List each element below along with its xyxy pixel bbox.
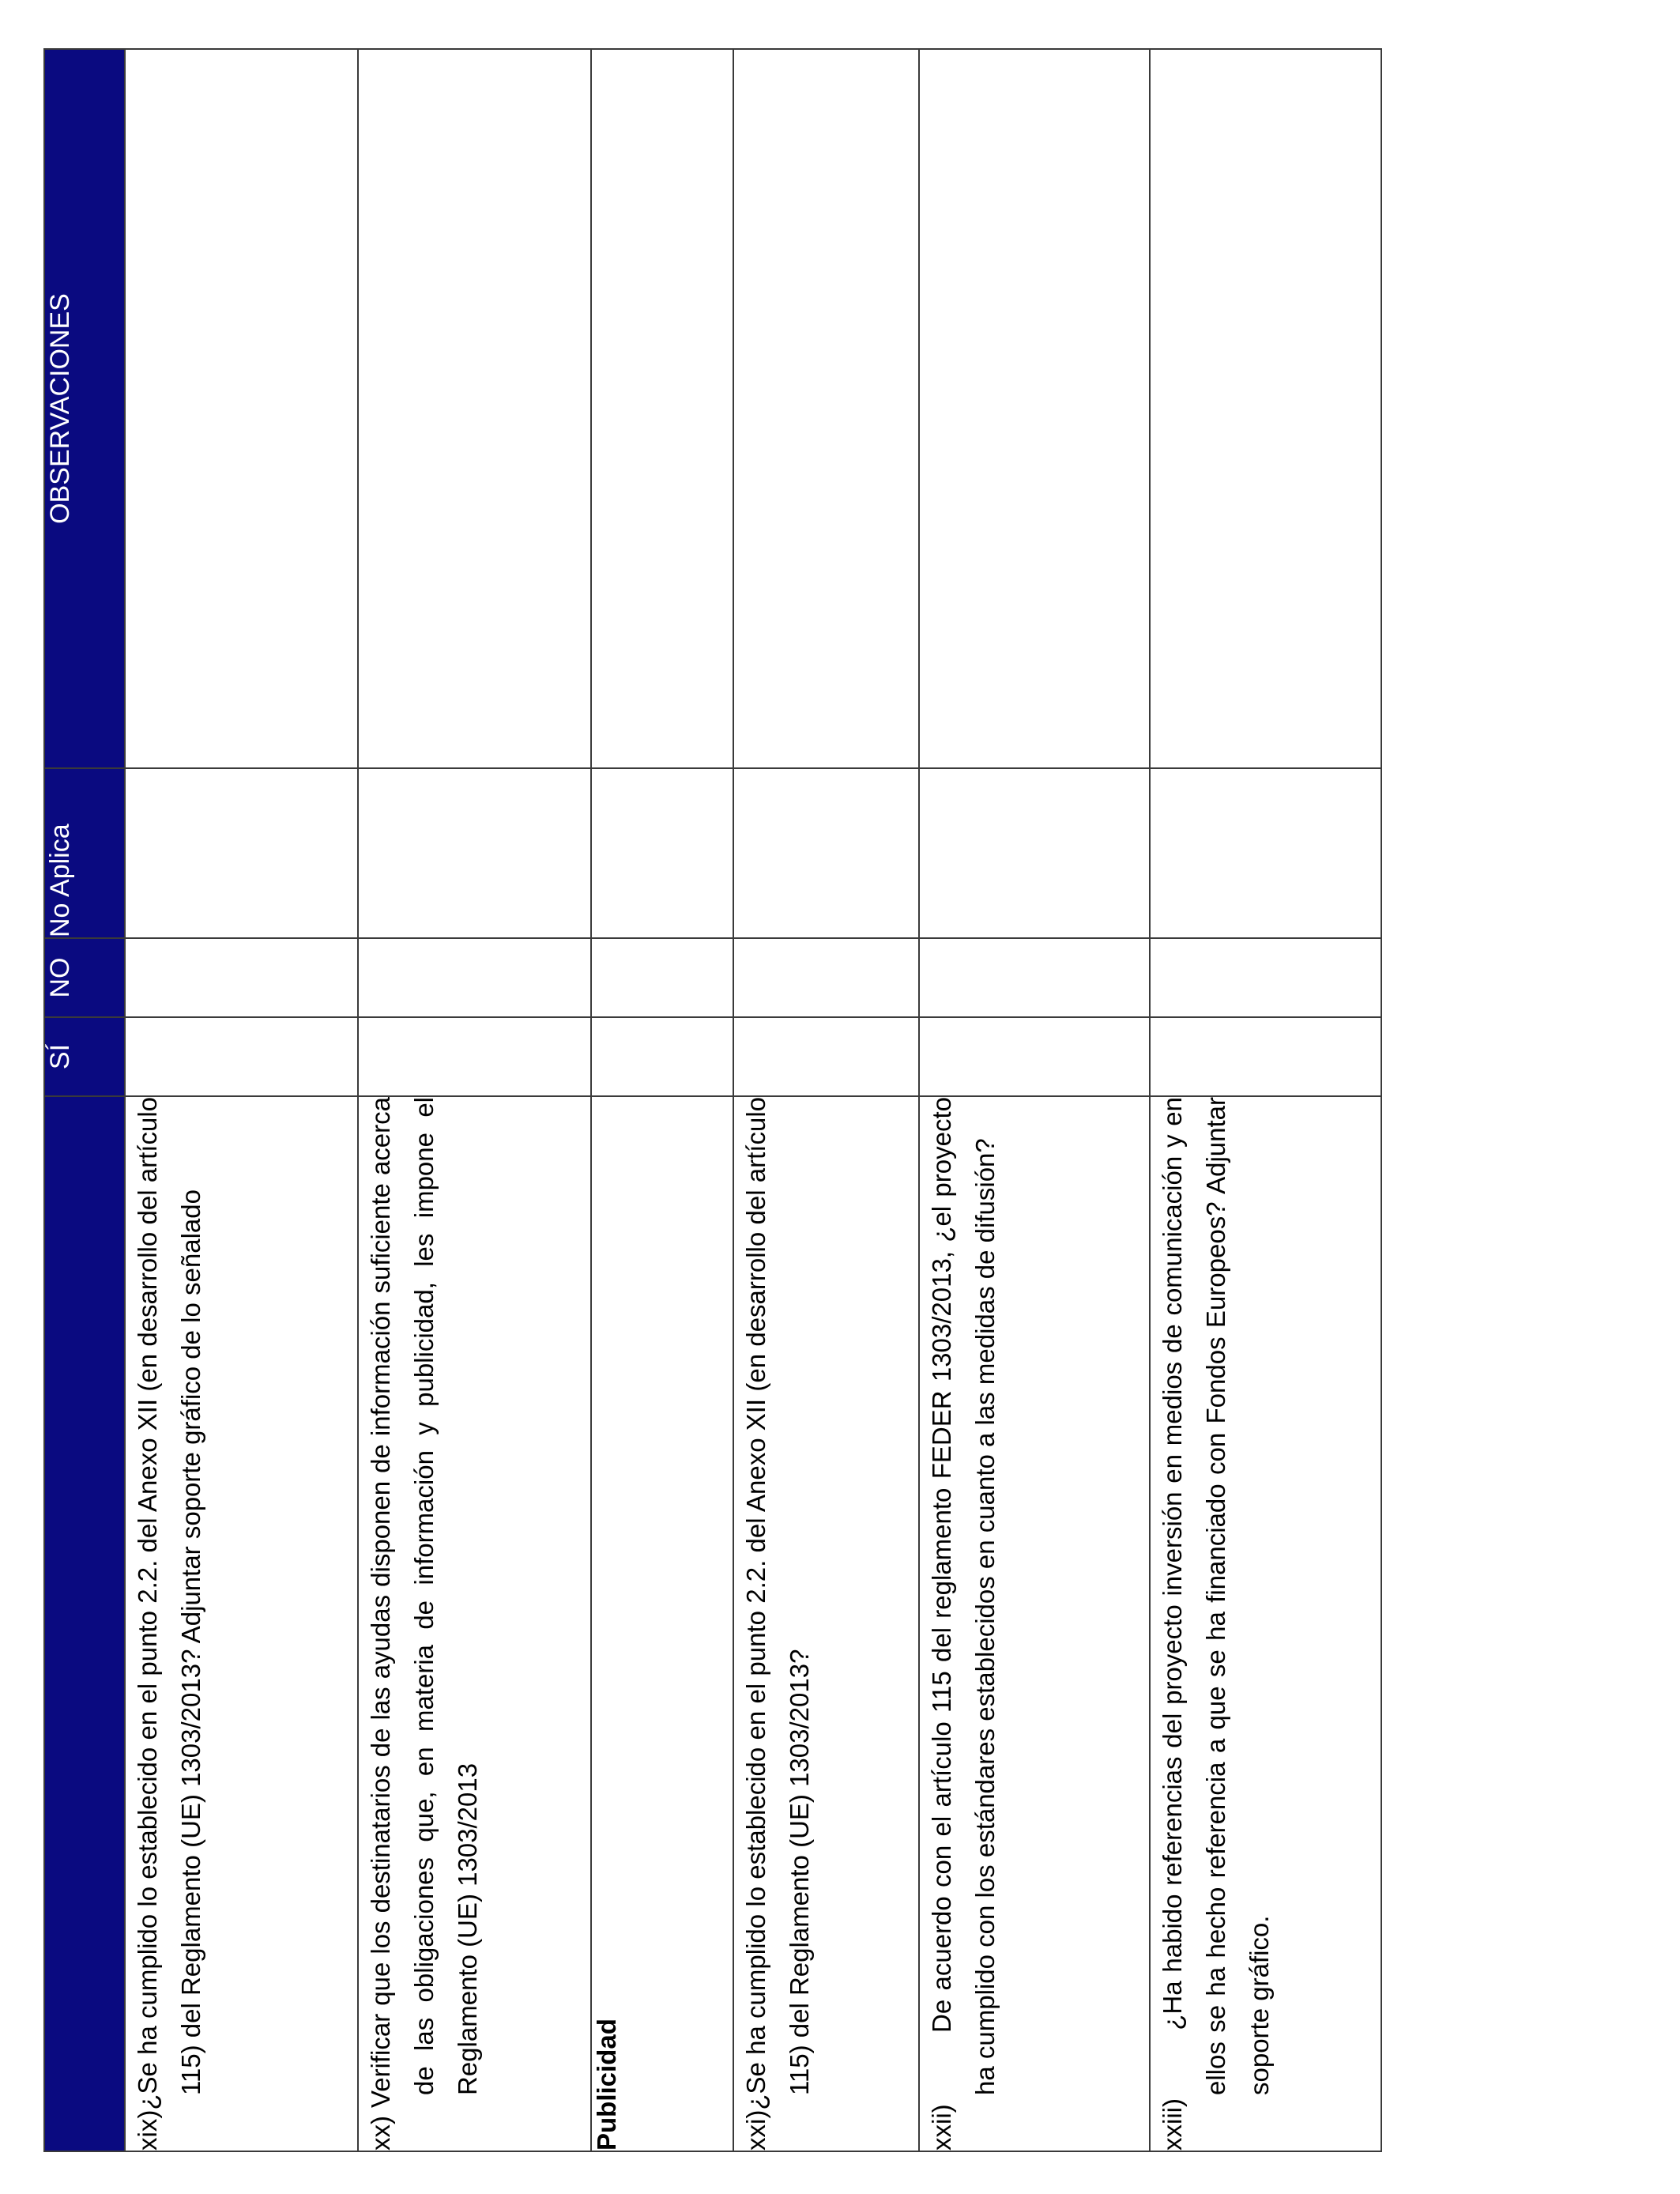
question-text: xxii) De acuerdo con el artículo 115 del reglamento FEDER 1303/2013, ¿el proyecto ha cumplido con los estándares establecidos en cuanto a las medidas de difusión? xyxy=(927,1089,1000,2151)
question-text: xxiii) ¿Ha habido referencias del proyecto inversión en medios de comunicación y en ellos se ha hecho referencia a que se ha financiado con Fondos Europeos? Adjuntar soporte gráfico. xyxy=(1158,1089,1274,2151)
header-no-aplica: No Aplica xyxy=(44,768,125,938)
no-cell[interactable] xyxy=(358,938,591,1017)
question-text: xix)¿Se ha cumplido lo establecido en el punto 2.2. del Anexo XII (en desarrollo del artículo 115) del Reglamento (UE) 1303/2013? Adjuntar soporte gráfico de lo señalado xyxy=(133,1097,205,2151)
no-cell[interactable] xyxy=(919,938,1150,1017)
si-cell[interactable] xyxy=(1150,1017,1381,1096)
question-text: xx) Verificar que los destinatarios de las ayudas disponen de información suficiente acerca de las obligaciones que, en materia de información y publicidad, les impone el Reglamento (UE) 1303/2013 xyxy=(366,1097,482,2151)
observaciones-cell[interactable] xyxy=(919,49,1150,768)
si-cell[interactable] xyxy=(591,1017,733,1096)
section-title: Publicidad xyxy=(591,1096,733,2151)
no-cell[interactable] xyxy=(733,938,919,1017)
no-aplica-cell[interactable] xyxy=(591,768,733,938)
observaciones-cell[interactable] xyxy=(358,49,591,768)
question-cell xyxy=(358,1096,591,2151)
question-text: xxi)¿Se ha cumplido lo establecido en el punto 2.2. del Anexo XII (en desarrollo del artículo 115) del Reglamento (UE) 1303/2013? xyxy=(741,1097,814,2151)
observaciones-cell[interactable] xyxy=(125,49,358,768)
no-cell[interactable] xyxy=(591,938,733,1017)
si-cell[interactable] xyxy=(125,1017,358,1096)
no-aplica-cell[interactable] xyxy=(358,768,591,938)
no-aplica-cell[interactable] xyxy=(1150,768,1381,938)
table-row xyxy=(919,49,1150,2151)
observaciones-cell[interactable] xyxy=(1150,49,1381,768)
section-row xyxy=(591,49,733,2151)
table-row xyxy=(358,49,591,2151)
header-row xyxy=(44,49,125,2151)
question-cell xyxy=(125,1096,358,2151)
table-row xyxy=(125,49,358,2151)
header-question xyxy=(44,1096,125,2151)
si-cell[interactable] xyxy=(919,1017,1150,1096)
checklist-table xyxy=(43,48,1382,2152)
question-cell xyxy=(919,1089,1150,2151)
header-no: NO xyxy=(44,938,125,1017)
header-si: SÍ xyxy=(44,1017,125,1096)
no-aplica-cell[interactable] xyxy=(125,768,358,938)
no-cell[interactable] xyxy=(125,938,358,1017)
si-cell[interactable] xyxy=(733,1017,919,1096)
question-cell xyxy=(1150,1089,1381,2151)
no-aplica-cell[interactable] xyxy=(919,768,1150,938)
no-aplica-cell[interactable] xyxy=(733,768,919,938)
no-cell[interactable] xyxy=(1150,938,1381,1017)
rotated-page xyxy=(43,50,1379,2152)
observaciones-cell[interactable] xyxy=(733,49,919,768)
si-cell[interactable] xyxy=(358,1017,591,1096)
table-row xyxy=(733,49,919,2151)
table-row xyxy=(1150,49,1381,2151)
question-cell xyxy=(733,1096,919,2151)
header-observaciones: OBSERVACIONES xyxy=(44,49,125,768)
observaciones-cell[interactable] xyxy=(591,49,733,768)
